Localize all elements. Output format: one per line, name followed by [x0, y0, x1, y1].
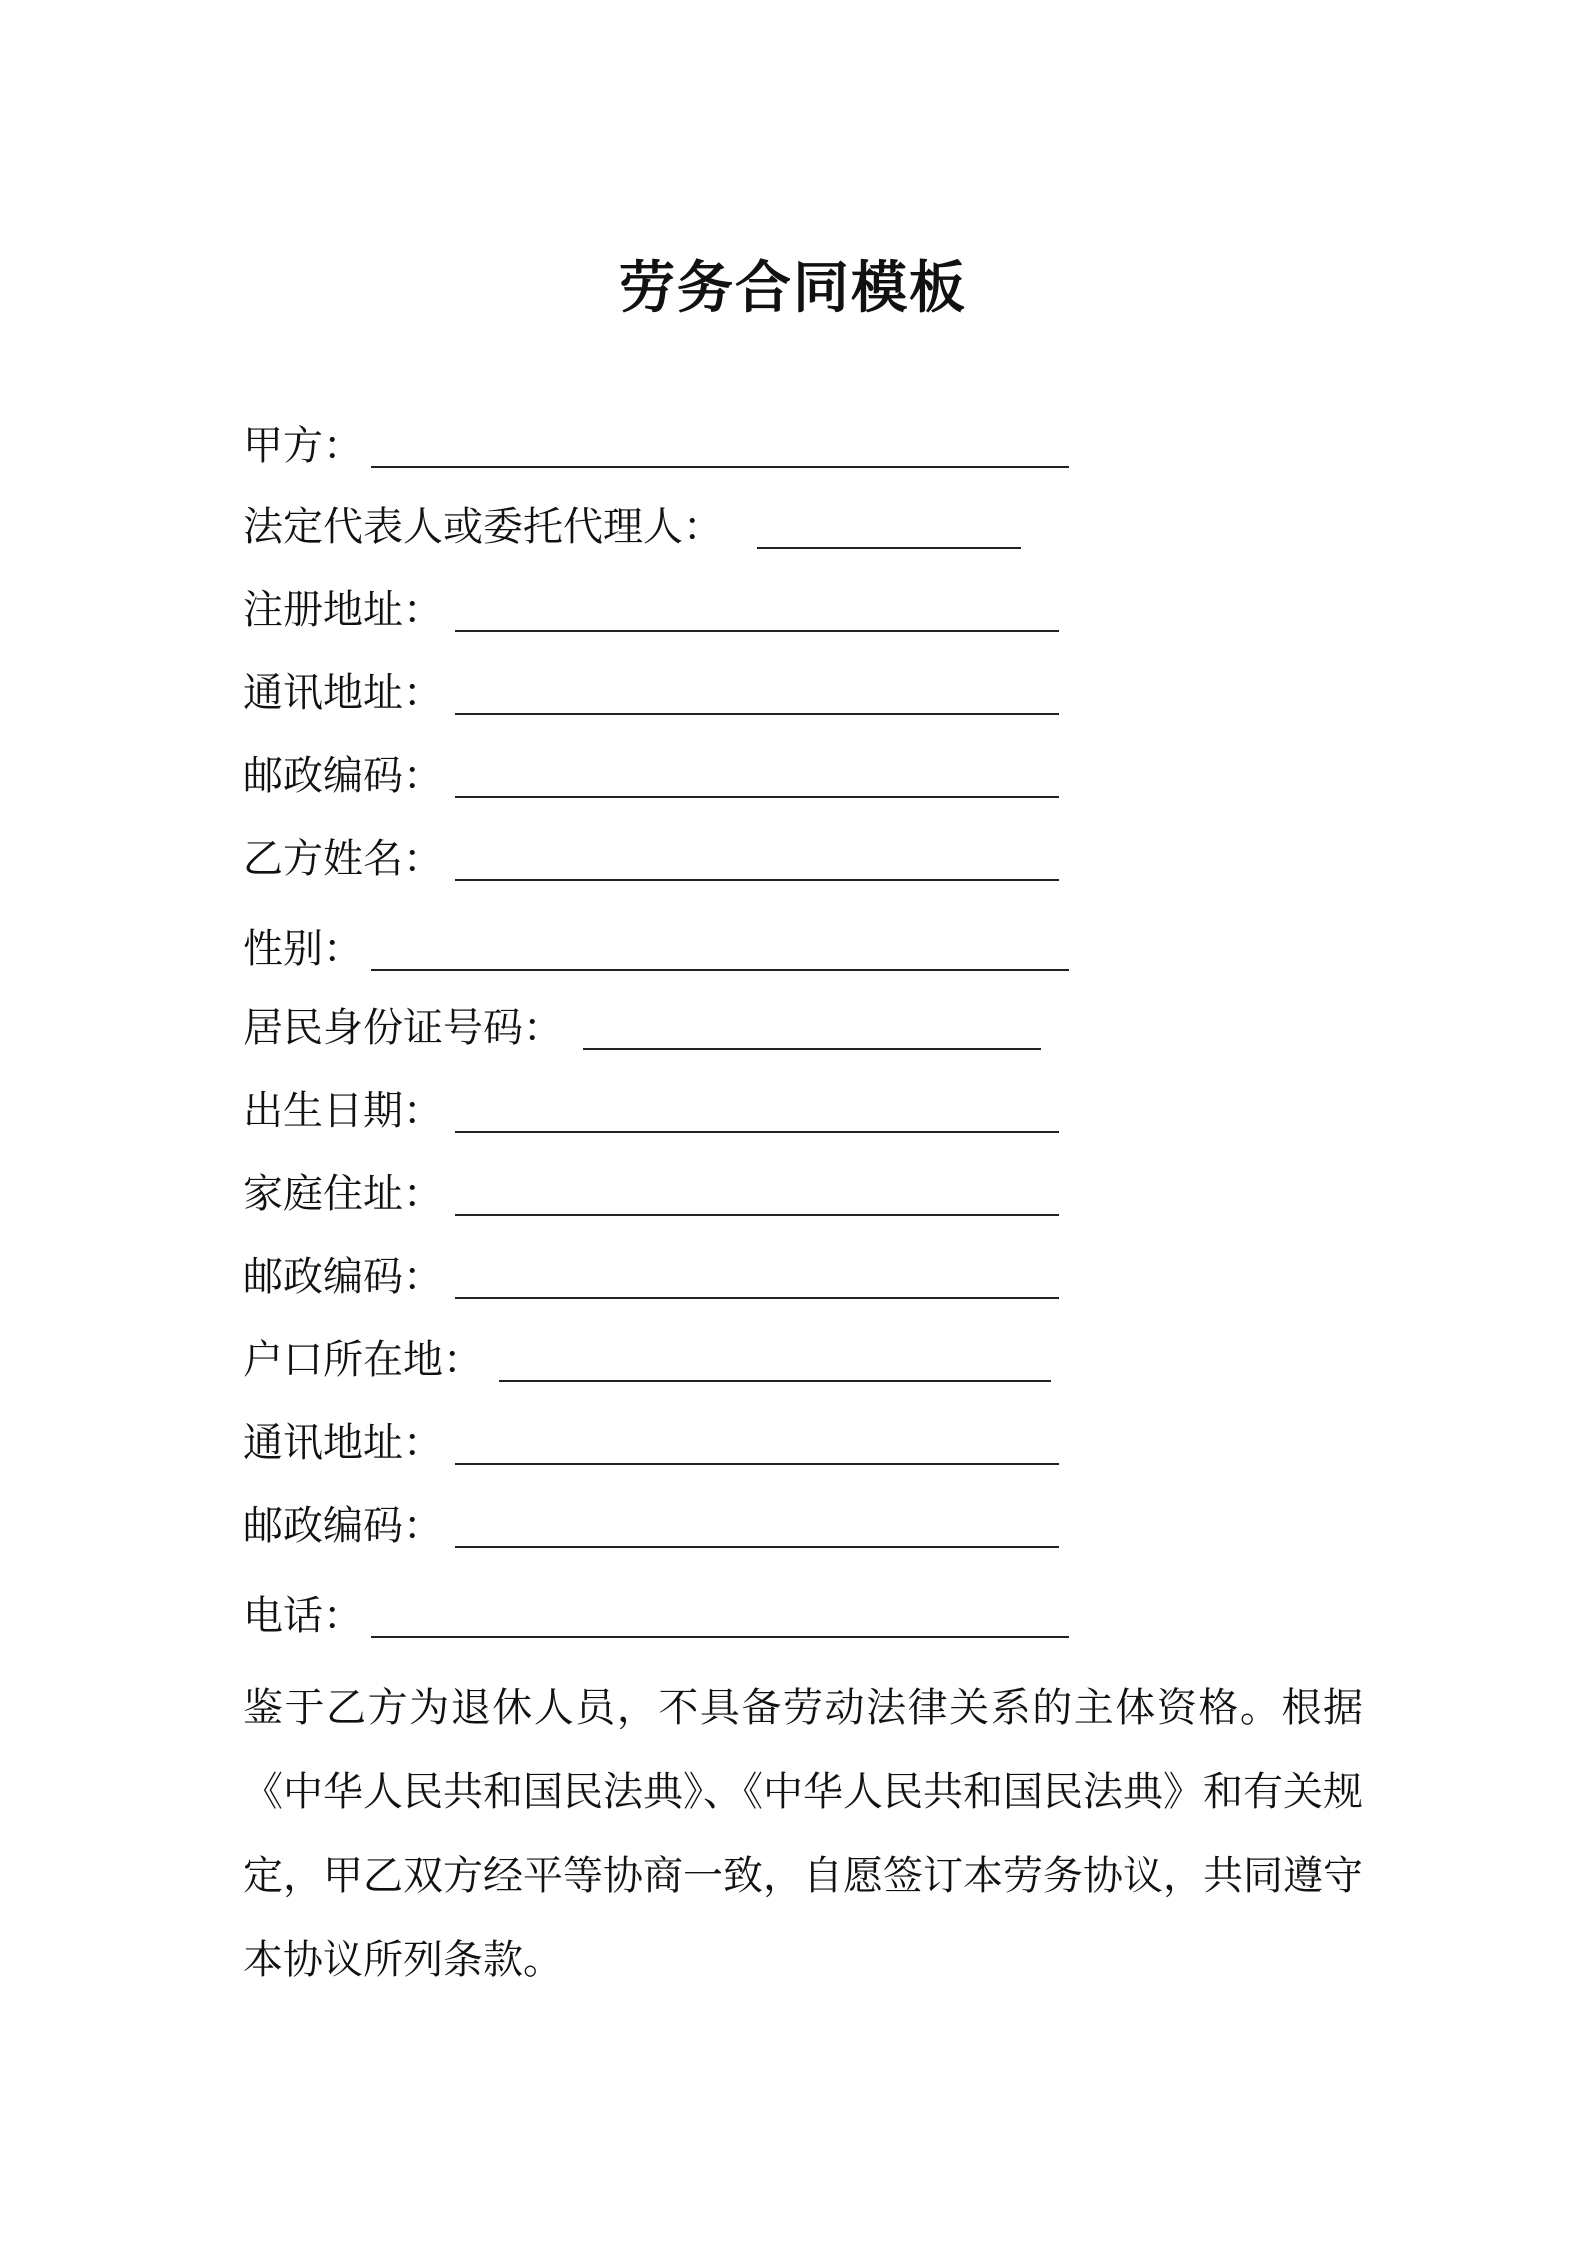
field-legal-rep [243, 499, 723, 555]
fill-in-blank [499, 1380, 1051, 1382]
fill-in-blank [455, 630, 1059, 632]
fill-in-blank [583, 1048, 1041, 1050]
field-label: 邮政编码： [243, 1503, 443, 1549]
field-label: 性别： [243, 926, 363, 972]
field-phone [243, 1588, 363, 1644]
fill-in-blank [757, 547, 1021, 549]
preamble-paragraph: 鉴于乙方为退休人员，不具备劳动法律关系的主体资格。根据《中华人民共和国民法典》、《中华人民共和国民法典》和有关规定，甲乙双方经平等协商一致，自愿签订本劳务协议，共同遵守本协议所列条款。 [243, 1685, 1363, 1983]
fill-in-blank [455, 1546, 1059, 1548]
field-label: 通讯地址： [243, 670, 443, 716]
field-gender [243, 921, 363, 977]
fill-in-blank [455, 796, 1059, 798]
field-label: 居民身份证号码： [243, 1005, 563, 1051]
field-home-address [243, 1166, 443, 1222]
field-label: 通讯地址： [243, 1420, 443, 1466]
fill-in-blank [455, 1131, 1059, 1133]
field-label: 户口所在地： [243, 1337, 483, 1383]
fill-in-blank [371, 466, 1069, 468]
field-label: 法定代表人或委托代理人： [243, 504, 723, 550]
field-label: 注册地址： [243, 587, 443, 633]
field-label: 出生日期： [243, 1088, 443, 1134]
field-label: 甲方： [243, 423, 363, 469]
field-b-postcode-1 [243, 1249, 443, 1305]
fill-in-blank [455, 1214, 1059, 1216]
document-title: 劳务合同模板 [619, 256, 967, 321]
field-hukou [243, 1332, 483, 1388]
field-id-number [243, 1000, 563, 1056]
field-label: 邮政编码： [243, 753, 443, 799]
fill-in-blank [371, 969, 1069, 971]
field-label: 家庭住址： [243, 1171, 443, 1217]
field-party-a [243, 418, 363, 474]
field-label: 乙方姓名： [243, 836, 443, 882]
fill-in-blank [455, 1463, 1059, 1465]
field-birth-date [243, 1083, 443, 1139]
fill-in-blank [455, 713, 1059, 715]
field-label: 电话： [243, 1593, 363, 1639]
fill-in-blank [455, 879, 1059, 881]
field-party-b-name [243, 831, 443, 887]
field-label: 邮政编码： [243, 1254, 443, 1300]
fill-in-blank [455, 1297, 1059, 1299]
field-reg-address [243, 582, 443, 638]
field-a-postcode [243, 748, 443, 804]
fill-in-blank [371, 1636, 1069, 1638]
field-a-mail-address [243, 665, 443, 721]
field-b-postcode-2 [243, 1498, 443, 1554]
field-b-mail-address [243, 1415, 443, 1471]
